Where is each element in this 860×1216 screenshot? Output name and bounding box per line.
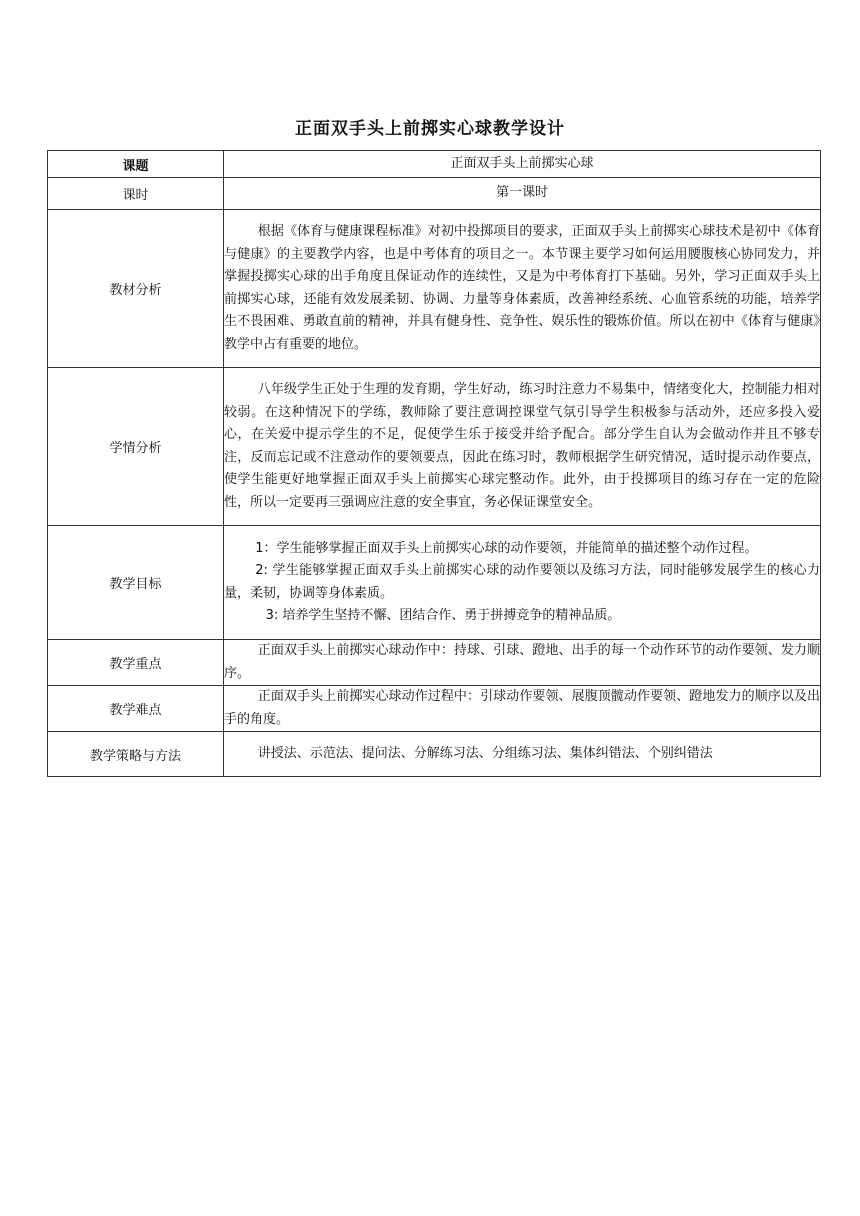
difficulties-paragraph: 正面双手头上前掷实心球动作过程中：引球动作要领、展腹顶髋动作要领、蹬地发力的顺序以及出手的角度。 bbox=[224, 689, 820, 727]
lesson-plan-table bbox=[47, 150, 821, 777]
topic-value: 正面双手头上前掷实心球 bbox=[224, 151, 821, 178]
objective-item: 2: 学生能够掌握正面双手头上前掷实心球的动作要领以及练习方法，同时能够发展学生的核心力量，柔韧，协调等身体素质。 bbox=[224, 563, 820, 601]
document-title: 正面双手头上前掷实心球教学设计 bbox=[295, 119, 565, 139]
student-analysis-text bbox=[224, 368, 821, 526]
student-analysis-paragraph: 八年级学生正处于生理的发育期，学生好动，练习时注意力不易集中，情绪变化大，控制能力相对较弱。在这种情况下的学练，教师除了要注意调控课堂气氛引导学生积极参与活动外，还应多投入爱心，在关爱中提示学生的不足，促使学生乐于接受并给予配合。部分学生自认为会做动作并且不够专注，反而忘记或不注意动作的要领要点，因此在练习时，教师根据学生研究情况，适时提示动作要点，使学生能更好地掌握正面双手头上前掷实心球完整动作。此外，由于投掷项目的练习存在一定的危险性，所以一定要再三强调应注意的安全事宜，务必保证课堂安全。 bbox=[224, 382, 820, 510]
key-points-label: 教学重点 bbox=[48, 640, 224, 686]
difficulties-text bbox=[224, 686, 821, 732]
row-key-points bbox=[48, 640, 821, 686]
key-points-text bbox=[224, 640, 821, 686]
material-analysis-label: 教材分析 bbox=[48, 210, 224, 368]
row-period bbox=[48, 178, 821, 210]
key-points-paragraph: 正面双手头上前掷实心球动作中：持球、引球、蹬地、出手的每一个动作环节的动作要领、发力顺序。 bbox=[224, 643, 820, 681]
objectives-list bbox=[224, 526, 821, 640]
methods-text bbox=[224, 732, 821, 777]
topic-label: 课题 bbox=[48, 151, 224, 178]
period-label: 课时 bbox=[48, 178, 224, 210]
methods-paragraph: 讲授法、示范法、提问法、分解练习法、分组练习法、集体纠错法、个别纠错法 bbox=[257, 745, 713, 761]
row-objectives bbox=[48, 526, 821, 640]
difficulties-label: 教学难点 bbox=[48, 686, 224, 732]
material-analysis-paragraph: 根据《体育与健康课程标准》对初中投掷项目的要求，正面双手头上前掷实心球技术是初中《体育与健康》的主要教学内容，也是中考体育的项目之一。本节课主要学习如何运用腰腹核心协同发力，并掌握投掷实心球的出手角度且保证动作的连续性，又是为中考体育打下基础。另外，学习正面双手头上前掷实心球，还能有效发展柔韧、协调、力量等身体素质，改善神经系统、心血管系统的功能，培养学生不畏困难、勇敢直前的精神，并具有健身性、竞争性、娱乐性的锻炼价值。所以在初中《体育与健康》教学中占有重要的地位。 bbox=[224, 224, 820, 352]
row-difficulties bbox=[48, 686, 821, 732]
row-material-analysis bbox=[48, 210, 821, 368]
objective-item: 3: 培养学生坚持不懈、团结合作、勇于拼搏竞争的精神品质。 bbox=[265, 608, 621, 623]
objective-item: 1：学生能够掌握正面双手头上前掷实心球的动作要领，并能简单的描述整个动作过程。 bbox=[255, 540, 758, 556]
objectives-label: 教学目标 bbox=[48, 526, 224, 640]
student-analysis-label: 学情分析 bbox=[48, 368, 224, 526]
material-analysis-text bbox=[224, 210, 821, 368]
period-value: 第一课时 bbox=[224, 178, 821, 210]
row-student-analysis bbox=[48, 368, 821, 526]
row-methods bbox=[48, 732, 821, 777]
row-topic bbox=[48, 151, 821, 178]
methods-label: 教学策略与方法 bbox=[48, 732, 224, 777]
